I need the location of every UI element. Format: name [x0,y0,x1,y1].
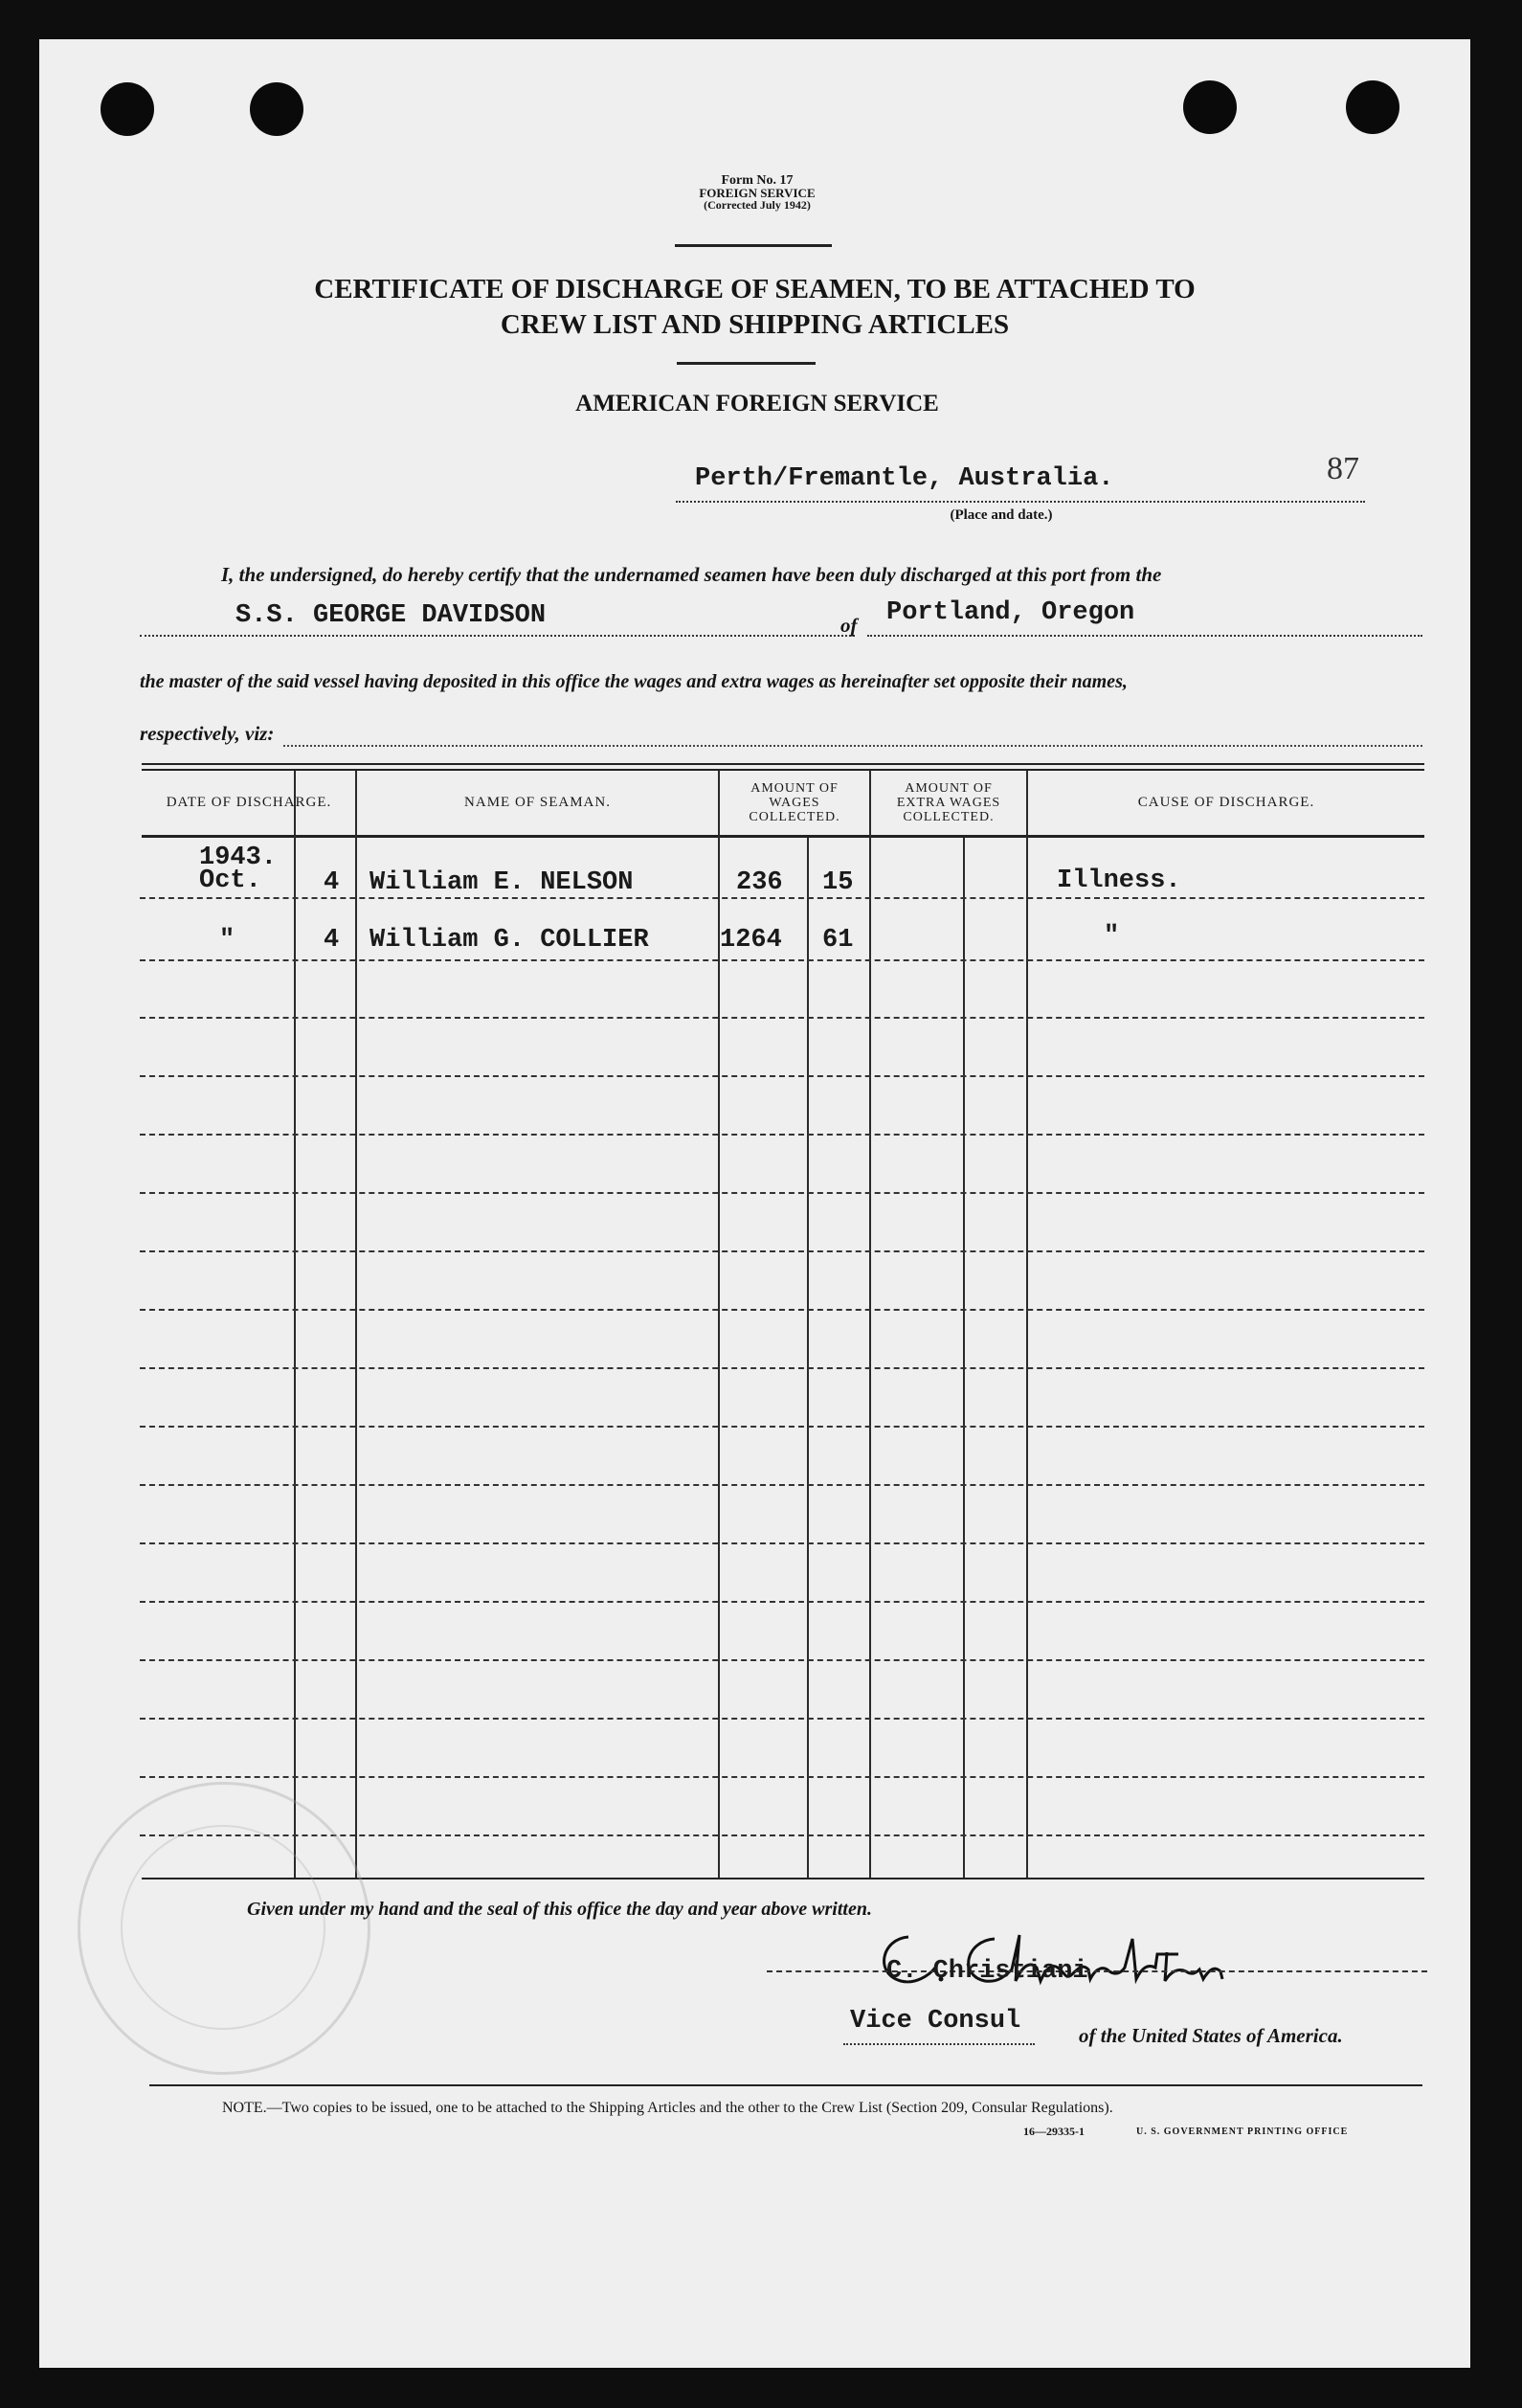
row-line-2 [140,959,1424,961]
print-code: 16—29335-1 [1023,2125,1085,2138]
row-2-dollars: 1264 [720,926,782,955]
header-name: NAME OF SEAMAN. [464,795,611,810]
title-line-1: CERTIFICATE OF DISCHARGE OF SEAMEN, TO BE ATTACHED TO [314,274,1196,304]
given-statement: Given under my hand and the seal of this office the day and year above written. [247,1899,872,1920]
divider-title [677,362,816,365]
header-extra-line-1: AMOUNT OF [905,781,993,796]
row-line-14 [140,1659,1424,1661]
row-line-7 [140,1250,1424,1252]
form-number-block [614,174,901,212]
row-line-5 [140,1134,1424,1136]
punch-hole-right-2 [1346,80,1399,134]
home-port: Portland, Oregon [886,598,1135,627]
row-line-6 [140,1192,1424,1194]
form-corrected: (Corrected July 1942) [704,198,811,212]
page-mark: 87 [1327,451,1359,486]
row-line-1 [140,897,1424,899]
vessel-name: S.S. GEORGE DAVIDSON [235,601,547,630]
row-1-day: 4 [324,868,340,897]
header-wages-line-3: COLLECTED. [749,810,840,824]
row-1-cause: Illness. [1057,866,1181,895]
row-1-dollars: 236 [736,868,783,897]
row-line-15 [140,1718,1424,1720]
embossed-seal-inner [121,1825,325,2030]
header-cause: CAUSE OF DISCHARGE. [1137,795,1315,810]
place-line [676,501,1365,503]
row-line-10 [140,1426,1424,1428]
note-text: NOTE.—Two copies to be issued, one to be attached to the Shipping Articles and the other to the Crew List (Section 209, Consular Regulations). [222,2100,1113,2116]
row-2-month: " [219,926,235,955]
row-line-8 [140,1309,1424,1311]
header-extra-line-2: EXTRA WAGES [896,796,1001,810]
signer-typed-name: C. Christiani [886,1957,1088,1986]
table-header-rule [142,835,1424,838]
header-extra-line-3: COLLECTED. [903,810,995,824]
vessel-line [140,635,855,637]
header-wages-line-2: WAGES [769,796,820,810]
header-extra [871,781,1026,824]
form-service: FOREIGN SERVICE [699,186,816,200]
table-top-rule-1 [142,763,1424,765]
col-line-7 [1026,771,1028,1878]
document-title [183,272,1327,343]
punch-hole-left-1 [101,82,154,136]
row-2-cents: 61 [822,926,854,955]
place-value: Perth/Fremantle, Australia. [695,464,1114,493]
row-line-13 [140,1601,1424,1603]
row-line-4 [140,1075,1424,1077]
col-line-5 [869,771,871,1878]
certify-line-2: the master of the said vessel having deposited in this office the wages and extra wages as hereinafter set opposite their names, [140,671,1128,692]
of-word: of [840,614,858,637]
header-wages [720,781,869,824]
title-suffix: of the United States of America. [1079,2024,1343,2047]
col-line-2 [355,771,357,1878]
row-line-9 [140,1367,1424,1369]
col-line-4 [807,838,809,1878]
signature-line [767,1970,1427,1972]
col-line-1 [294,771,296,1878]
punch-hole-right-1 [1183,80,1237,134]
certify-intro: I, the undersigned, do hereby certify that the undernamed seamen have been duly discharged at this port from the [221,563,1162,586]
row-line-16 [140,1776,1424,1778]
title-line [843,2043,1035,2045]
punch-hole-left-2 [250,82,303,136]
document-page [39,39,1470,2368]
row-line-12 [140,1542,1424,1544]
home-port-line [867,635,1422,637]
row-2-name: William G. COLLIER [369,926,649,955]
col-line-6 [963,838,965,1878]
form-number: Form No. 17 [721,173,794,188]
table-top-rule-2 [142,769,1424,771]
divider-top [675,244,832,247]
row-line-11 [140,1484,1424,1486]
row-1-name: William E. NELSON [369,868,634,897]
header-wages-line-1: AMOUNT OF [750,781,839,796]
place-caption: (Place and date.) [950,507,1053,523]
note-rule [149,2084,1422,2086]
viz-line [283,745,1422,747]
header-date: DATE OF DISCHARGE. [166,795,332,810]
row-1-cents: 15 [822,868,854,897]
row-2-day: 4 [324,926,340,955]
row-line-3 [140,1017,1424,1019]
certify-line-3: respectively, viz: [140,722,275,745]
row-1-month: Oct. [199,866,261,895]
agency-heading: AMERICAN FOREIGN SERVICE [575,391,939,416]
printer-credit: U. S. GOVERNMENT PRINTING OFFICE [1136,2127,1349,2137]
row-1-year: 1943. [199,844,278,872]
signer-title: Vice Consul [850,2007,1021,2036]
row-2-cause: " [1104,922,1120,951]
title-line-2: CREW LIST AND SHIPPING ARTICLES [500,309,1010,340]
